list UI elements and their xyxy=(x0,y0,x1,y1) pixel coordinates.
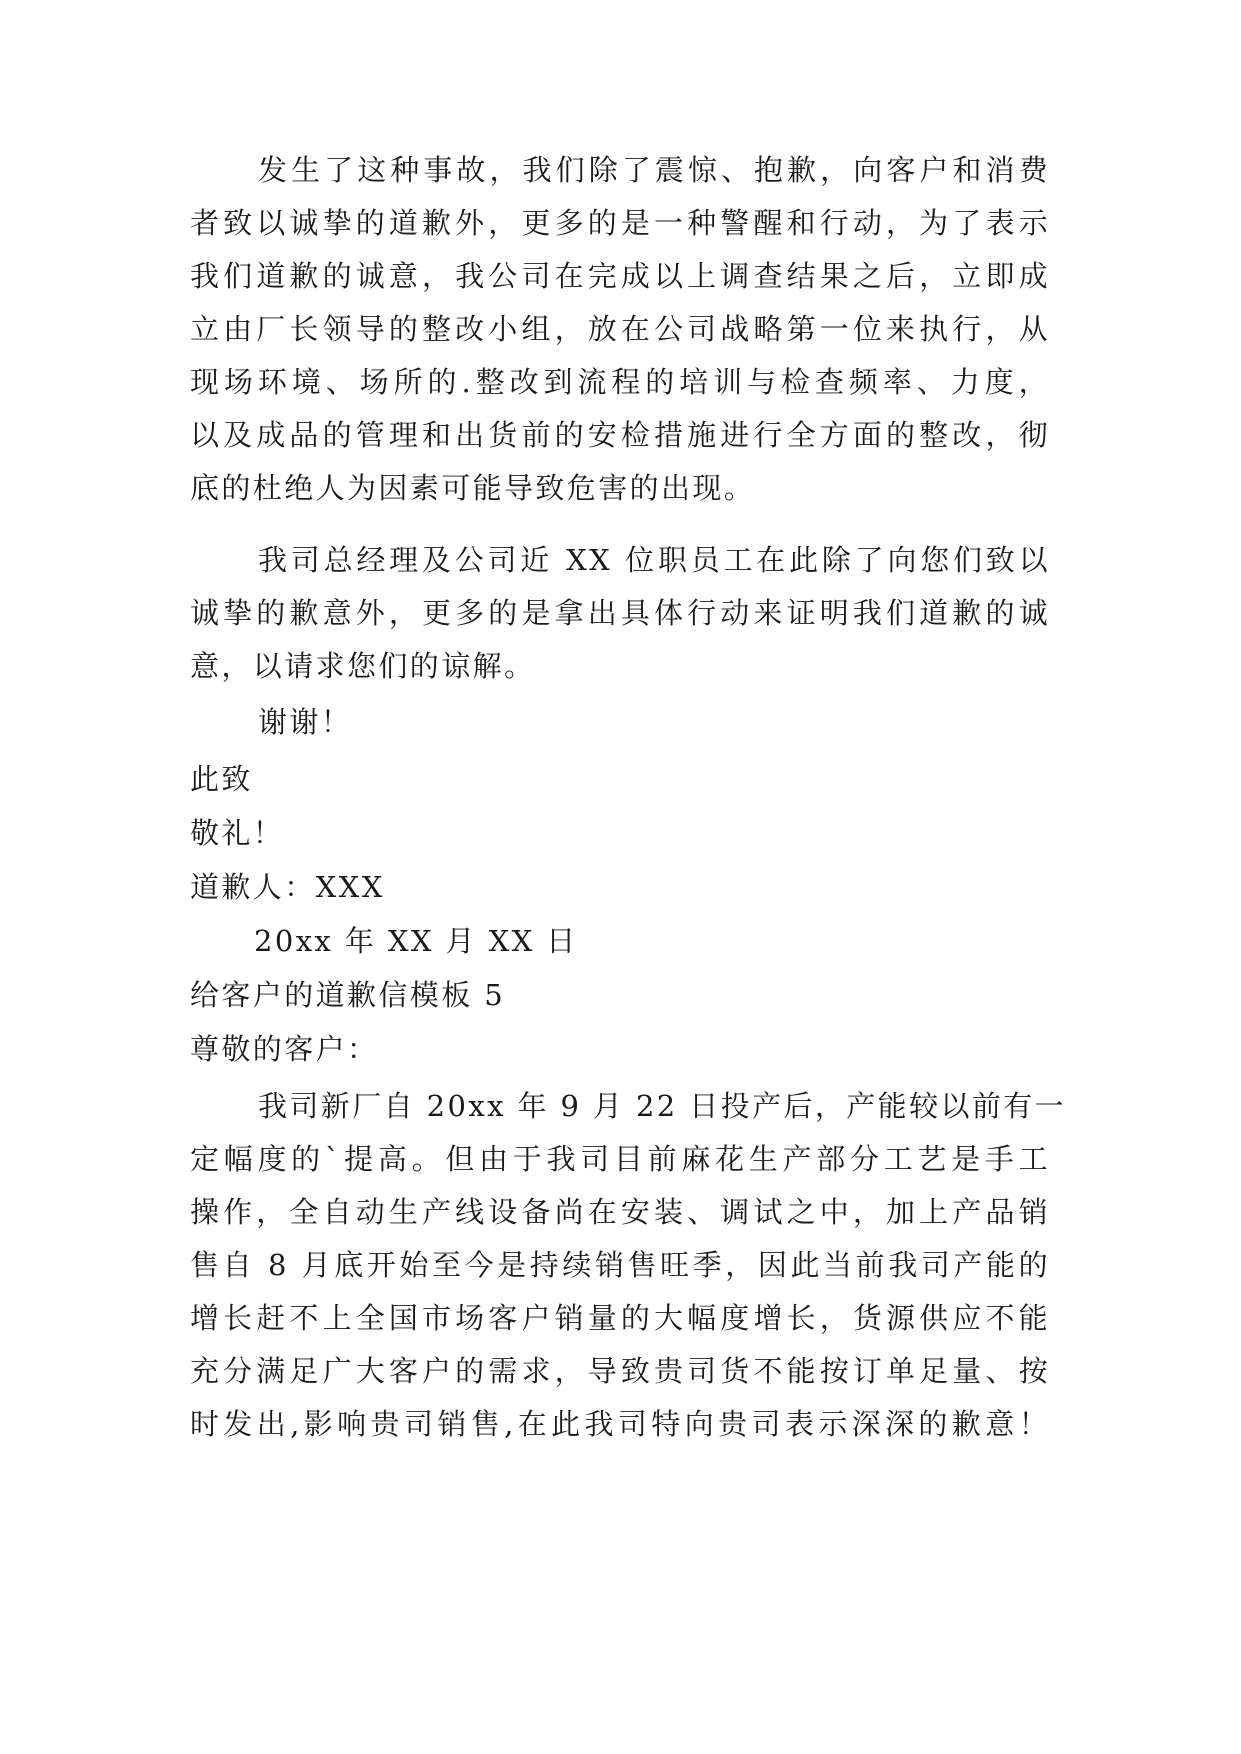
template-title: 给客户的道歉信模板 5 xyxy=(190,978,506,1012)
paragraph-line: 增长赶不上全国市场客户销量的大幅度增长，货源供应不能 xyxy=(190,1301,1050,1335)
paragraph-line: 定幅度的`提高。但由于我司目前麻花生产部分工艺是手工 xyxy=(190,1142,1050,1176)
salutation-line: 尊敬的客户： xyxy=(190,1032,379,1066)
closing-line: 敬礼！ xyxy=(190,816,285,850)
paragraph-line: 底的杜绝人为因素可能导致危害的出现。 xyxy=(190,471,756,505)
paragraph-line: 售自 8 月底开始至今是持续销售旺季，因此当前我司产能的 xyxy=(190,1248,1050,1282)
paragraph-line: 我司新厂自 20xx 年 9 月 22 日投产后，产能较以前有一 xyxy=(258,1089,1067,1123)
paragraph-line: 现场环境、场所的.整改到流程的培训与检查频率、力度， xyxy=(190,365,1050,399)
paragraph-line: 时发出,影响贵司销售,在此我司特向贵司表示深深的歉意！ xyxy=(190,1407,1050,1441)
paragraph-line: 充分满足广大客户的需求，导致贵司货不能按订单足量、按 xyxy=(190,1354,1050,1388)
closing-line: 此致 xyxy=(190,762,253,796)
paragraph-line: 诚挚的歉意外，更多的是拿出具体行动来证明我们道歉的诚 xyxy=(190,596,1050,630)
date-line: 20xx 年 XX 月 XX 日 xyxy=(254,924,578,958)
signer-line: 道歉人：XXX xyxy=(190,870,385,904)
paragraph-line: 立由厂长领导的整改小组，放在公司战略第一位来执行，从 xyxy=(190,312,1050,346)
paragraph-line: 意，以请求您们的谅解。 xyxy=(190,649,536,683)
paragraph-line: 以及成品的管理和出货前的安检措施进行全方面的整改，彻 xyxy=(190,418,1050,452)
paragraph-line: 发生了这种事故，我们除了震惊、抱歉，向客户和消费 xyxy=(258,153,1050,187)
paragraph-line: 我司总经理及公司近 XX 位职员工在此除了向您们致以 xyxy=(258,543,1050,577)
paragraph-line: 我们道歉的诚意，我公司在完成以上调查结果之后，立即成 xyxy=(190,259,1050,293)
thanks-text: 谢谢！ xyxy=(258,705,353,739)
paragraph-line: 者致以诚挚的道歉外，更多的是一种警醒和行动，为了表示 xyxy=(190,206,1050,240)
paragraph-line: 操作，全自动生产线设备尚在安装、调试之中，加上产品销 xyxy=(190,1195,1050,1229)
